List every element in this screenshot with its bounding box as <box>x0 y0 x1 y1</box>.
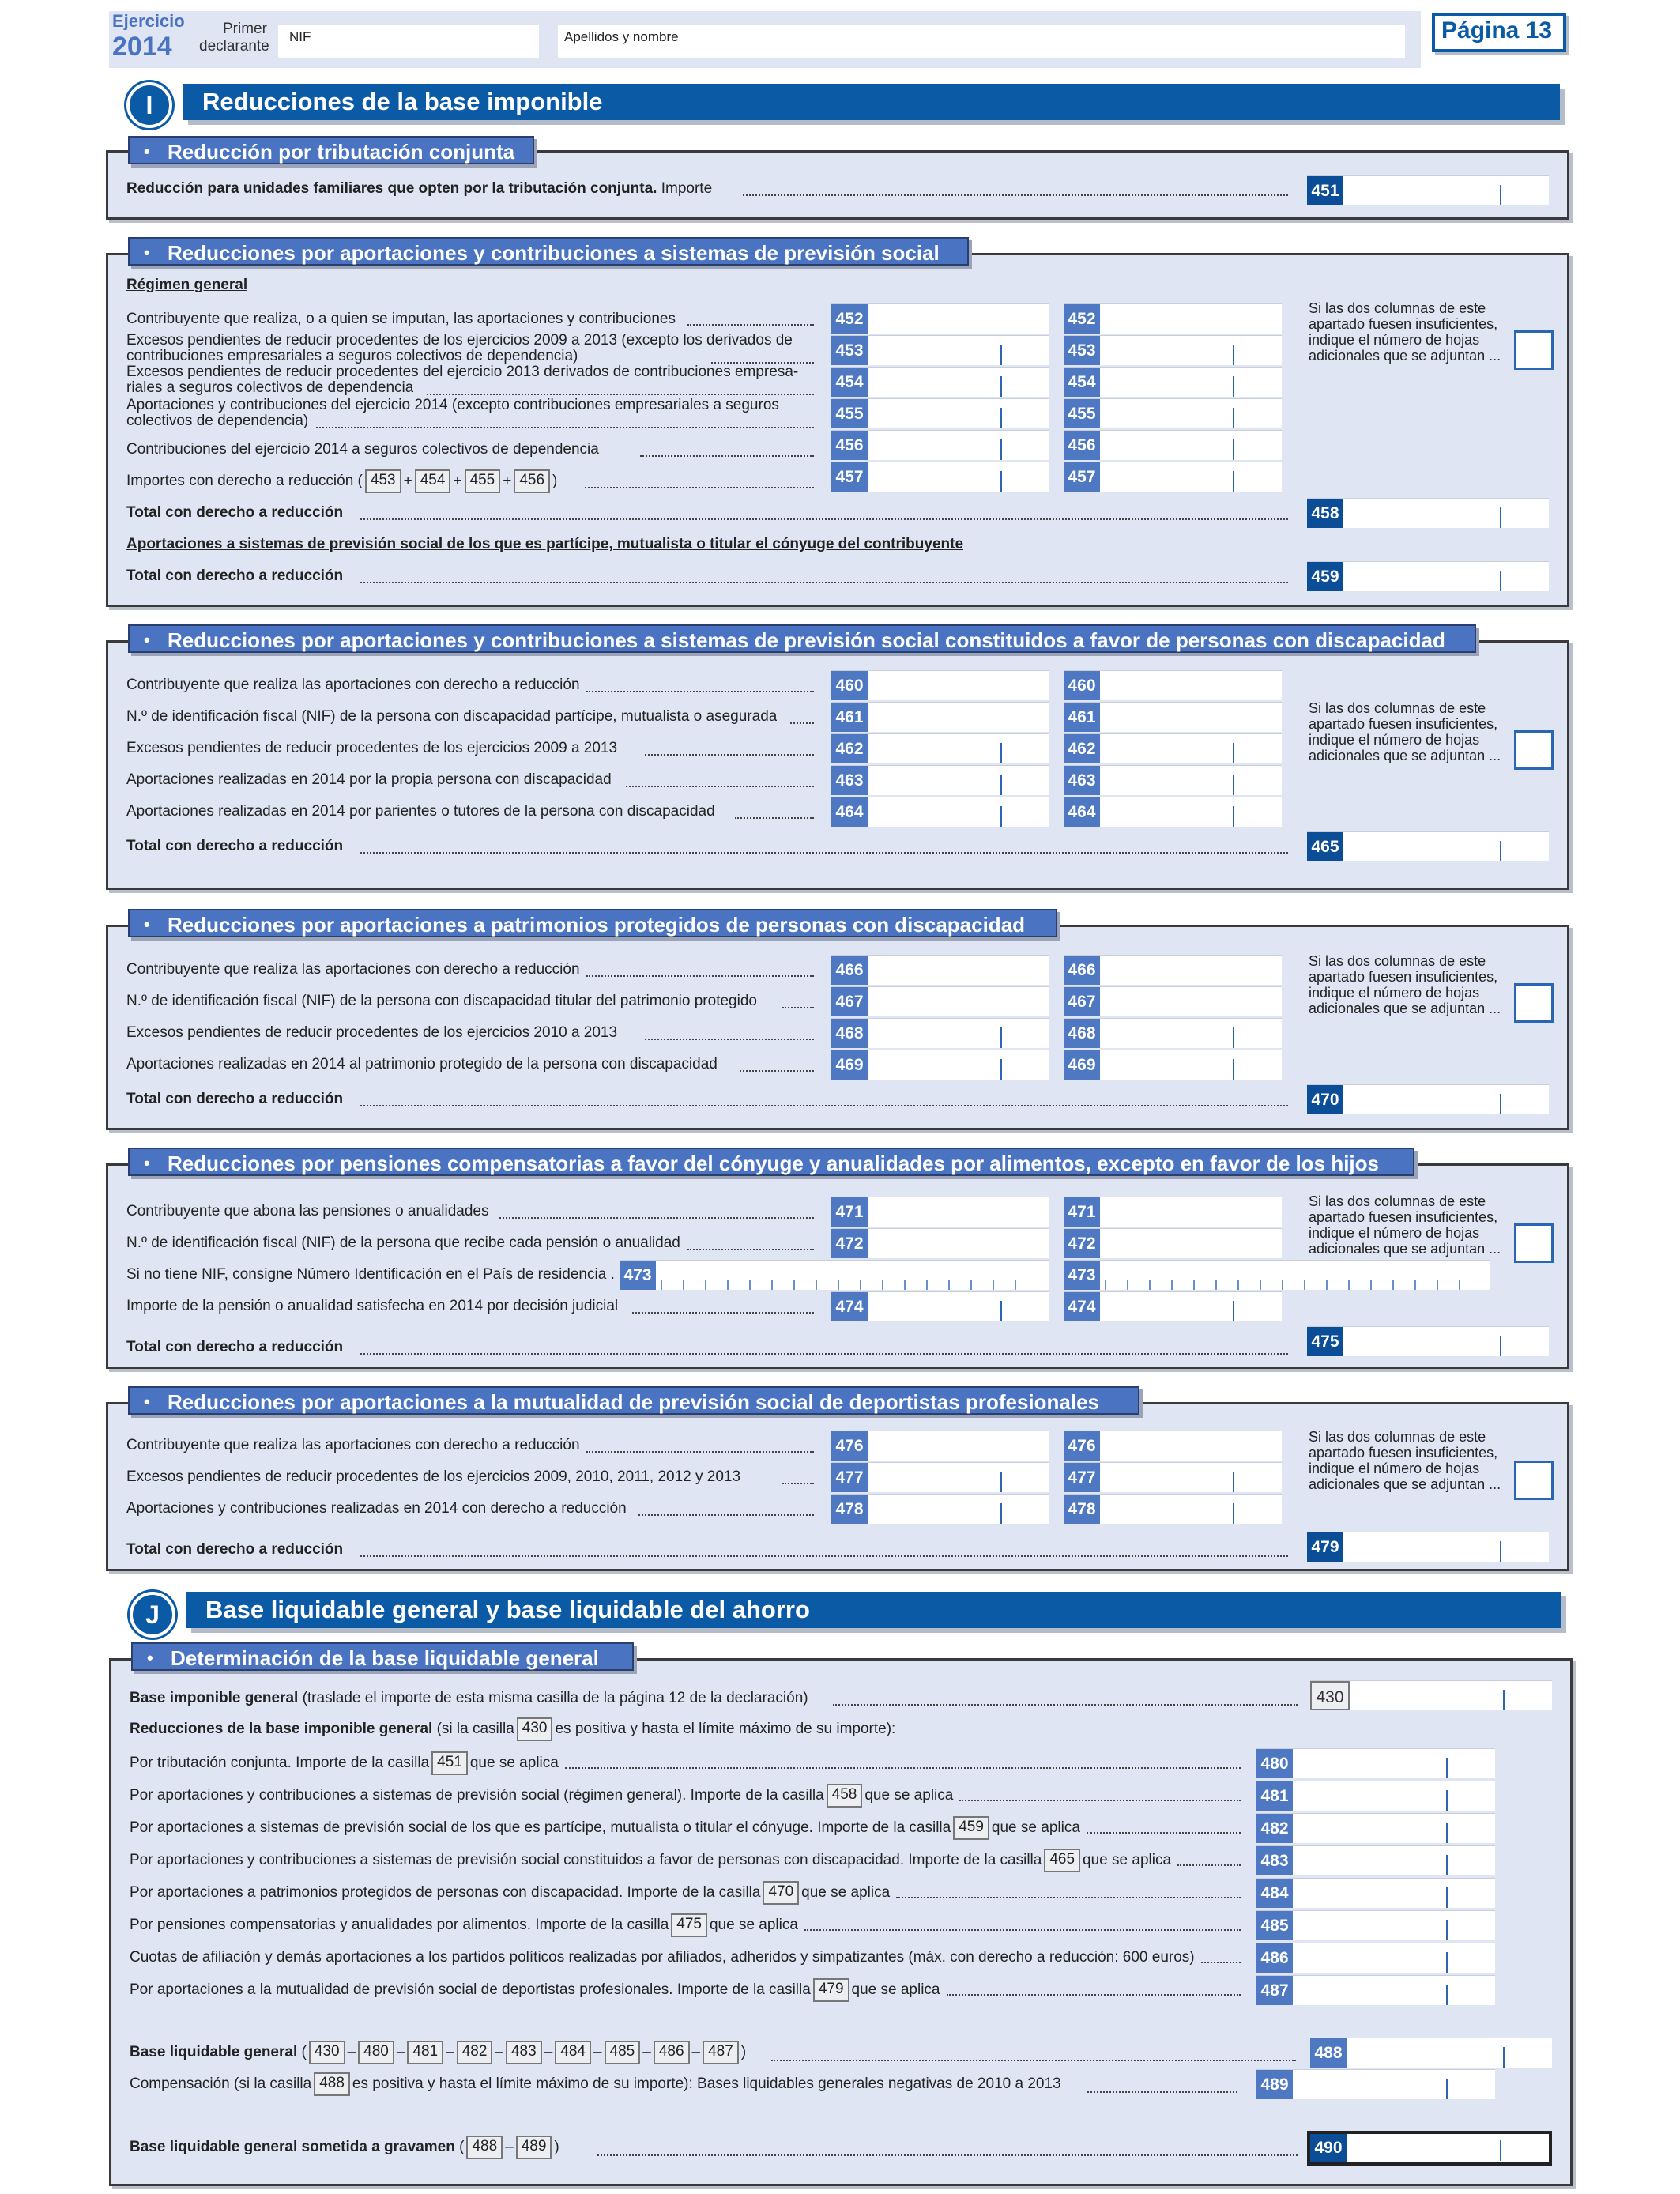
box-476-col1[interactable]: 476 <box>831 1431 1049 1461</box>
nif-label: NIF <box>289 29 311 44</box>
box-464-col1[interactable]: 464 <box>831 797 1049 827</box>
box-453-col1[interactable]: 453 <box>831 335 1049 365</box>
box-452-col2[interactable]: 452 <box>1064 303 1282 334</box>
box-473-col1[interactable]: 473 <box>620 1260 1049 1290</box>
box-484[interactable]: 484 <box>1256 1878 1495 1908</box>
box-461-col2[interactable]: 461 <box>1064 702 1282 732</box>
section-i-title: Reducciones de la base imponible <box>202 88 603 115</box>
box-457-col1[interactable]: 457 <box>831 462 1049 492</box>
box-461-col1[interactable]: 461 <box>831 702 1049 732</box>
panel-title: • Reducciones por aportaciones y contribuciones a sistemas de previsión social <box>128 237 969 266</box>
box-474-col2[interactable]: 474 <box>1064 1291 1282 1321</box>
section-j-badge: J <box>130 1592 175 1638</box>
box-471-col1[interactable]: 471 <box>831 1197 1049 1227</box>
box-456-col1[interactable]: 456 <box>831 430 1049 460</box>
hojas-adicionales-box[interactable] <box>1514 730 1554 770</box>
section-j-header <box>186 1592 1561 1628</box>
box-474-col1[interactable]: 474 <box>831 1291 1049 1321</box>
box-473-col2[interactable]: 473 <box>1064 1260 1490 1290</box>
declarante-label: Primer <box>223 21 267 37</box>
box-453-col2[interactable]: 453 <box>1064 335 1282 365</box>
box-457-col2[interactable]: 457 <box>1064 462 1282 492</box>
box-472-col2[interactable]: 472 <box>1064 1228 1282 1258</box>
nombre-label: Apellidos y nombre <box>564 29 679 44</box>
box-463-col1[interactable]: 463 <box>831 765 1049 795</box>
box-481[interactable]: 481 <box>1256 1781 1495 1811</box>
panel-title: • Determinación de la base liquidable general <box>131 1642 634 1671</box>
box-478-col1[interactable]: 478 <box>831 1494 1049 1524</box>
box-478-col2[interactable]: 478 <box>1064 1494 1282 1524</box>
section-j-title: Base liquidable general y base liquidable del ahorro <box>205 1596 810 1623</box>
ejercicio-year: 2014 <box>112 32 172 62</box>
declarante-label-2: declarante <box>199 38 269 55</box>
box-458[interactable]: 458 <box>1307 498 1549 528</box>
nif-field[interactable] <box>278 25 539 58</box>
box-465[interactable]: 465 <box>1307 831 1549 861</box>
box-477-col2[interactable]: 477 <box>1064 1462 1282 1492</box>
hojas-adicionales-box[interactable] <box>1514 1461 1554 1500</box>
box-451[interactable]: 451 <box>1307 175 1549 205</box>
box-462-col1[interactable]: 462 <box>831 733 1049 763</box>
box-487[interactable]: 487 <box>1256 1975 1495 2005</box>
box-480[interactable]: 480 <box>1256 1748 1495 1778</box>
note-hojas: Si las dos columnas de este apartado fuesen insuficientes, indique el número de hojas adicionales que se adjuntan ... <box>1309 300 1501 364</box>
box-466-col2[interactable]: 466 <box>1064 955 1282 985</box>
box-452-col1[interactable]: 452 <box>831 303 1049 334</box>
box-469-col2[interactable]: 469 <box>1064 1050 1282 1080</box>
ejercicio-label: Ejercicio <box>112 13 185 30</box>
box-471-col2[interactable]: 471 <box>1064 1197 1282 1227</box>
p1-line: Reducción para unidades familiares que opten por la tributación conjunta. Importe <box>126 180 713 197</box>
box-483[interactable]: 483 <box>1256 1845 1495 1875</box>
box-490[interactable]: 490 <box>1307 2131 1552 2166</box>
box-469-col1[interactable]: 469 <box>831 1050 1049 1080</box>
box-468-col1[interactable]: 468 <box>831 1018 1049 1048</box>
panel-title: • Reducciones por aportaciones a patrimonios protegidos de personas con discapacidad <box>128 909 1057 937</box>
panel-title: • Reducciones por aportaciones y contribuciones a sistemas de previsión social constituidos a favor de personas con discapacidad <box>128 624 1476 653</box>
box-489[interactable]: 489 <box>1256 2069 1495 2099</box>
box-482[interactable]: 482 <box>1256 1813 1495 1843</box>
box-467-col1[interactable]: 467 <box>831 986 1049 1016</box>
box-464-col2[interactable]: 464 <box>1064 797 1282 827</box>
box-470[interactable]: 470 <box>1307 1084 1549 1114</box>
page-number: Página 13 <box>1441 17 1553 43</box>
box-454-col2[interactable]: 454 <box>1064 367 1282 397</box>
hojas-adicionales-box[interactable] <box>1514 1223 1554 1263</box>
box-467-col2[interactable]: 467 <box>1064 986 1282 1016</box>
panel-title: • Reducciones por aportaciones a la mutualidad de previsión social de deportistas profesionales <box>128 1386 1139 1415</box>
box-455-col1[interactable]: 455 <box>831 398 1049 428</box>
regimen-general: Régimen general <box>126 277 248 293</box>
box-476-col2[interactable]: 476 <box>1064 1431 1282 1461</box>
box-479[interactable]: 479 <box>1307 1532 1549 1562</box>
box-430[interactable]: 430 <box>1310 1680 1552 1710</box>
nombre-field[interactable] <box>558 25 1405 58</box>
box-485[interactable]: 485 <box>1256 1910 1495 1940</box>
hojas-adicionales-box[interactable] <box>1514 330 1554 370</box>
box-462-col2[interactable]: 462 <box>1064 733 1282 763</box>
hojas-adicionales-box[interactable] <box>1514 983 1554 1023</box>
box-460-col1[interactable]: 460 <box>831 670 1049 700</box>
panel-title: • Reducciones por pensiones compensatorias a favor del cónyuge y anualidades por alimentos, excepto en favor de los hijos <box>128 1148 1414 1176</box>
box-459[interactable]: 459 <box>1307 561 1549 591</box>
box-486[interactable]: 486 <box>1256 1943 1495 1973</box>
box-468-col2[interactable]: 468 <box>1064 1018 1282 1048</box>
box-472-col1[interactable]: 472 <box>831 1228 1049 1258</box>
box-466-col1[interactable]: 466 <box>831 955 1049 985</box>
panel-title: • Reducción por tributación conjunta <box>128 136 534 164</box>
box-454-col1[interactable]: 454 <box>831 367 1049 397</box>
section-i-badge: I <box>126 82 172 128</box>
box-488[interactable]: 488 <box>1310 2038 1552 2068</box>
box-463-col2[interactable]: 463 <box>1064 765 1282 795</box>
box-460-col2[interactable]: 460 <box>1064 670 1282 700</box>
box-477-col1[interactable]: 477 <box>831 1462 1049 1492</box>
box-475[interactable]: 475 <box>1307 1326 1549 1356</box>
section-i-header <box>183 84 1560 120</box>
box-456-col2[interactable]: 456 <box>1064 430 1282 460</box>
box-455-col2[interactable]: 455 <box>1064 398 1282 428</box>
